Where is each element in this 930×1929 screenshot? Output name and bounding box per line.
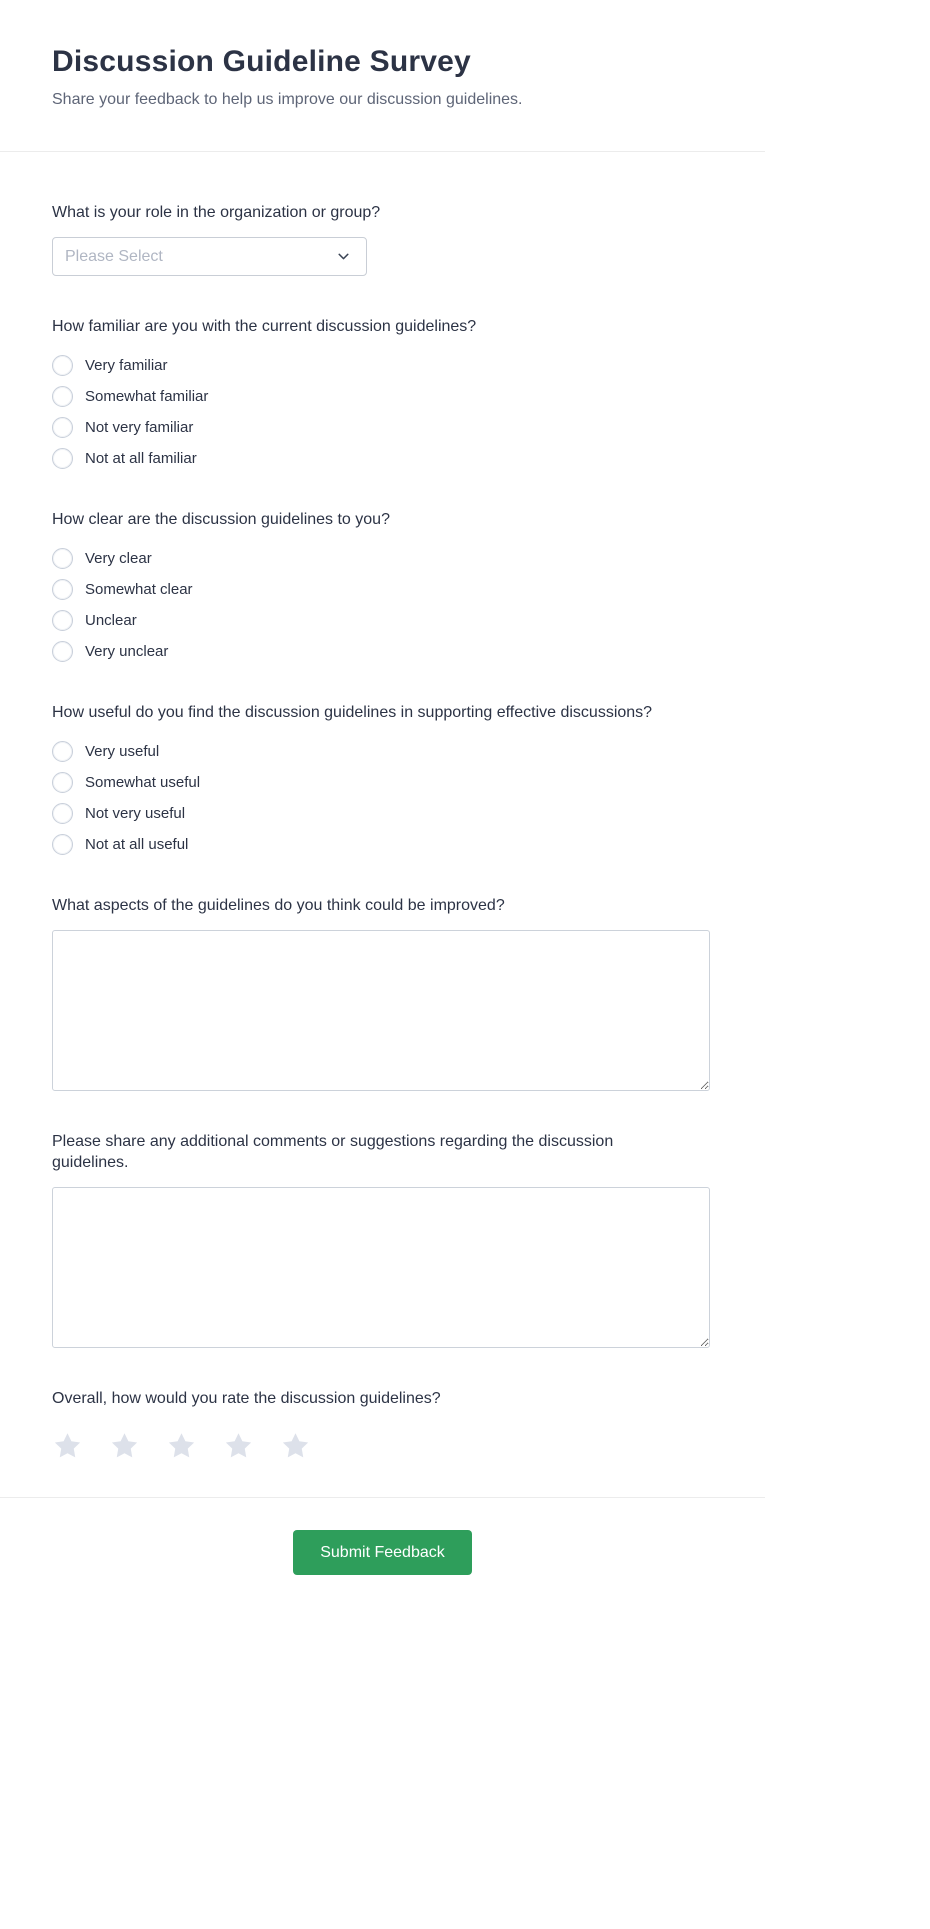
radio-option-label: Somewhat useful bbox=[85, 773, 201, 791]
question-familiarity bbox=[52, 316, 713, 469]
radio-option-not-very-useful[interactable] bbox=[52, 803, 713, 824]
improvements-textarea[interactable] bbox=[52, 930, 710, 1091]
star-icon-5[interactable] bbox=[280, 1431, 311, 1461]
chevron-down-icon bbox=[335, 248, 352, 265]
radio-circle-icon bbox=[52, 641, 73, 662]
radio-option-label: Not very familiar bbox=[85, 418, 194, 436]
question-usefulness-label: How useful do you find the discussion guidelines in supporting effective discussions? bbox=[52, 704, 653, 721]
role-select[interactable] bbox=[52, 237, 367, 276]
question-role bbox=[52, 202, 713, 276]
usefulness-options bbox=[52, 741, 713, 855]
role-select-placeholder: Please Select bbox=[65, 247, 163, 265]
comments-textarea[interactable] bbox=[52, 1187, 710, 1348]
radio-circle-icon bbox=[52, 548, 73, 569]
radio-option-unclear[interactable] bbox=[52, 610, 713, 631]
radio-option-label: Not at all useful bbox=[85, 835, 189, 853]
submit-button[interactable]: Submit Feedback bbox=[293, 1530, 472, 1575]
radio-option-label: Very unclear bbox=[85, 642, 169, 660]
radio-option-not-very-familiar[interactable] bbox=[52, 417, 713, 438]
radio-option-label: Somewhat familiar bbox=[85, 387, 209, 405]
question-clarity bbox=[52, 509, 713, 662]
star-rating bbox=[52, 1431, 713, 1461]
radio-option-label: Somewhat clear bbox=[85, 580, 193, 598]
form-subtitle: Share your feedback to help us improve our discussion guidelines. bbox=[52, 91, 523, 108]
radio-option-label: Very familiar bbox=[85, 356, 168, 374]
radio-circle-icon bbox=[52, 803, 73, 824]
star-icon-1[interactable] bbox=[52, 1431, 83, 1461]
question-improvements bbox=[52, 895, 713, 1091]
question-clarity-label: How clear are the discussion guidelines to you? bbox=[52, 511, 390, 528]
radio-option-very-familiar[interactable] bbox=[52, 355, 713, 376]
radio-circle-icon bbox=[52, 386, 73, 407]
radio-circle-icon bbox=[52, 448, 73, 469]
radio-option-somewhat-clear[interactable] bbox=[52, 579, 713, 600]
radio-option-very-useful[interactable] bbox=[52, 741, 713, 762]
form-title: Discussion Guideline Survey bbox=[52, 45, 471, 78]
radio-circle-icon bbox=[52, 610, 73, 631]
star-icon-4[interactable] bbox=[223, 1431, 254, 1461]
question-usefulness bbox=[52, 702, 713, 855]
question-comments bbox=[52, 1131, 713, 1348]
form-header bbox=[0, 0, 765, 151]
star-icon-2[interactable] bbox=[109, 1431, 140, 1461]
radio-option-not-at-all-familiar[interactable] bbox=[52, 448, 713, 469]
question-rating bbox=[52, 1388, 713, 1461]
clarity-options bbox=[52, 548, 713, 662]
question-familiarity-label: How familiar are you with the current discussion guidelines? bbox=[52, 318, 477, 335]
radio-option-label: Unclear bbox=[85, 611, 137, 629]
question-comments-label: Please share any additional comments or suggestions regarding the discussion guidelines. bbox=[52, 1133, 614, 1171]
question-improvements-label: What aspects of the guidelines do you think could be improved? bbox=[52, 897, 505, 914]
star-icon-3[interactable] bbox=[166, 1431, 197, 1461]
question-rating-label: Overall, how would you rate the discussion guidelines? bbox=[52, 1390, 441, 1407]
radio-option-label: Not at all familiar bbox=[85, 449, 197, 467]
radio-circle-icon bbox=[52, 417, 73, 438]
radio-option-very-clear[interactable] bbox=[52, 548, 713, 569]
radio-option-very-unclear[interactable] bbox=[52, 641, 713, 662]
radio-option-not-at-all-useful[interactable] bbox=[52, 834, 713, 855]
form-body bbox=[0, 152, 765, 1485]
familiarity-options bbox=[52, 355, 713, 469]
radio-option-label: Very useful bbox=[85, 742, 160, 760]
radio-circle-icon bbox=[52, 579, 73, 600]
radio-option-label: Very clear bbox=[85, 549, 152, 567]
radio-option-somewhat-familiar[interactable] bbox=[52, 386, 713, 407]
radio-circle-icon bbox=[52, 834, 73, 855]
radio-circle-icon bbox=[52, 355, 73, 376]
radio-option-somewhat-useful[interactable] bbox=[52, 772, 713, 793]
submit-section bbox=[0, 1497, 765, 1615]
question-role-label: What is your role in the organization or group? bbox=[52, 204, 381, 221]
radio-circle-icon bbox=[52, 772, 73, 793]
radio-circle-icon bbox=[52, 741, 73, 762]
radio-option-label: Not very useful bbox=[85, 804, 186, 822]
